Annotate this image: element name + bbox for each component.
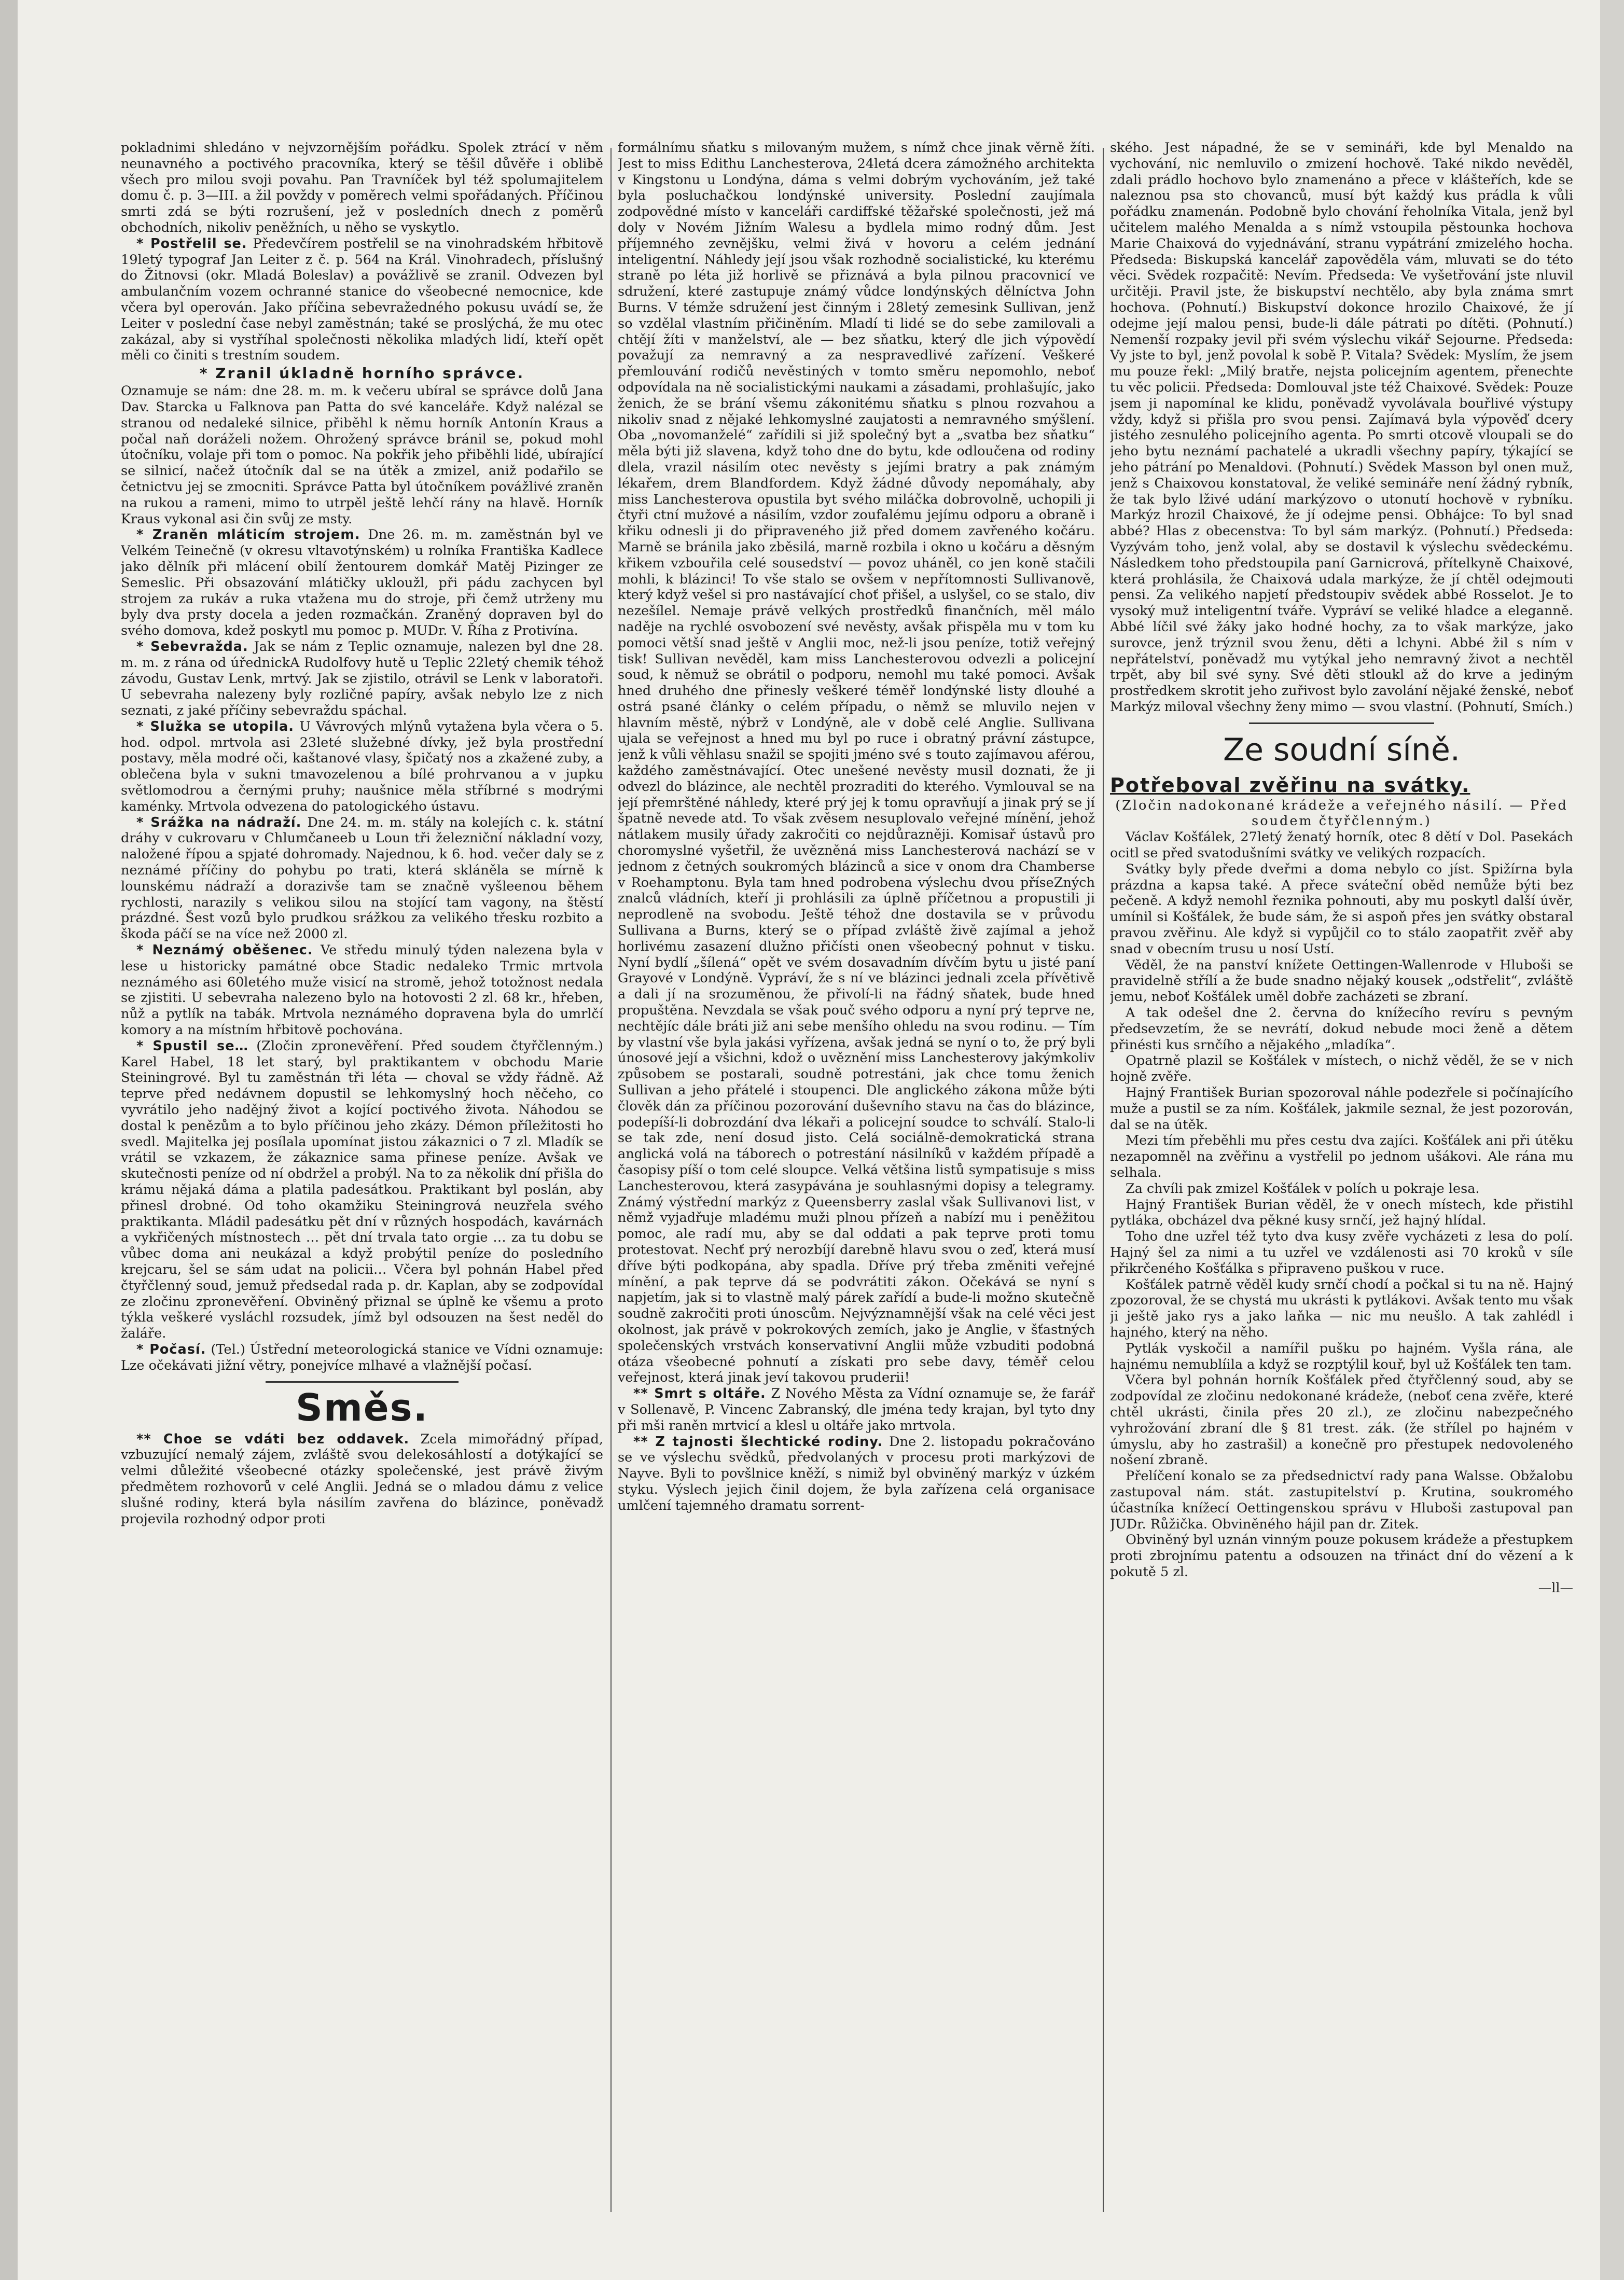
- article-paragraph: [1110, 1053, 1573, 1085]
- article-paragraph: [121, 1038, 603, 1342]
- article-paragraph: [1110, 1468, 1573, 1532]
- article-paragraph: [618, 140, 1095, 1386]
- article-text: U Vávrových mlýnů vytažena byla včera o 5. hod. odpol. mrtvola asi 23leté služebné dívky, jež byla prostřední postavy, měla modré oči, kaštanové vlasy, špičatý nos a zkažené zuby, a oblečena byla v sukni tmavozelenou a bílé prohrvanou a v jupku světlomodrou a černými pruhy; naušnice měla stříbrné s modrými kaménky. Mrtvola odvezena do patologického ústavu.: [121, 718, 603, 814]
- article-text: Věděl, že na panství knížete Oettingen-Wallenrode v Hluboši se pravidelně střílí a že bude snadno nějaký kousek „odstřelit“, zvláště jemu, neboť Košťálek uměl dobře zacházeti se zbraní.: [1110, 957, 1573, 1005]
- article-paragraph: [1110, 957, 1573, 1005]
- article-lead: * Spustil se…: [136, 1038, 249, 1054]
- article-text: Hajný František Burian věděl, že v onech místech, kde přistihl pytláka, obcházel dva pěkné kusy srnčí, jež hajný hlídal.: [1110, 1197, 1573, 1229]
- article-text: Dne 26. m. m. zaměstnán byl ve Velkém Teinečně (v okresu vltavotýnském) u rolníka Františka Kadlece jako dělník při mlácení obilí žentourem domkář Matěj Pizinger ze Semeslic. Při obsazování mlátičky ukloužl, při pádu zachycen byl strojem za rukáv a ruka vtažena mu do stroje, při čemž utrženy mu byly dva prsty docela a jeden rozmačkán. Zraněný dopraven byl do svého domova, kdež poskytl mu pomoc p. MUDr. V. Říha z Protivína.: [121, 527, 603, 639]
- article-text: Pytlák vyskočil a namířil pušku po hajném. Vyšla rána, ale hajnému nemublíila a když se rozptýlil kouř, byl už Košťálek ten tam.: [1110, 1340, 1573, 1372]
- article-text: Za chvíli pak zmizel Košťálek v polích u pokraje lesa.: [1126, 1180, 1480, 1197]
- article-paragraph: [1110, 1085, 1573, 1133]
- article-text: Dne 2. listopadu pokračováno se ve výslechu svědků, předvolaných v procesu proti markýzovi de Nayve. Byli to povšlnice kněží, s nimiž byl obviněný markýz v úzkém styku. Výslech jejich činil dojem, že byla zařízena celá organisace umlčení tajemného dramatu sorrent-: [618, 1434, 1095, 1513]
- article-paragraph: [618, 1434, 1095, 1514]
- article-lead: ** Choe se vdáti bez oddavek.: [136, 1431, 410, 1447]
- article-paragraph: [1110, 1197, 1573, 1229]
- article-paragraph: [121, 1342, 603, 1374]
- article-lead: * Zraněn mláticím strojem.: [136, 527, 360, 543]
- column-right: [1110, 140, 1573, 2241]
- section-title: Směs.: [296, 1385, 428, 1429]
- article-text: Hajný František Burian spozoroval náhle podezřele si počínajícího muže a pustil se za ním. Košťálek, jakmile seznal, že jest pozorován, dal se na útěk.: [1110, 1085, 1573, 1133]
- article-text: formálnímu sňatku s milovaným mužem, s nímž chce jinak věrně žíti. Jest to miss Edithu Lanchesterova, 24letá dcera zámožného architekta v Kingstonu u Londýna, dáma s velmi dobrým vychováním, jež také byla posluchačkou londýnské university. Poslední zaujímala zodpovědné místo v kanceláři cardiffské těžařské společnosti, jež má doly v Novém Jižním Walesu a bydlela mimo rodný dům. Jest příjemného zevnějšku, velmi živá v hovoru a celém jednání inteligentní. Náhledy její jsou však rozhodně socialistické, ku kterému straně po léta již horlivě se přiznává a byla pilnou pracovnicí ve sdružení, které zastupuje známý vůdce londýnských dělníctva John Burns. V témže sdružení jest činným i 28letý zemesink Sullivan, jenž so vzdělal vlastním přičiněním. Mladí ti lidé se do sebe zamilovali a chtějí žíti v manželství, ale — bez sňatku, který dle jich výpovědí považují za nemravný a za nespravedlivé zařízení. Veškeré přemlouvání rodičů nevěstiných v tomto směru nepomohlo, neboť odpovídala na ně socialistickými naukami a zásadami, prohlašujíc, jako ženich, že se brání všemu zákonitému sňatku s plnou rozvahou a nikoliv snad z nějaké lehkomyslné zaujatosti a nemravného smýšlení. Oba „novomanželé“ zařídili si již společný byt a „svatba bez sňatku“ měla býti již slavena, když toho dne do bytu, kde odloučena od rodiny dlela, vrazil násilím otec nevěsty s jejími bratry a pak známým lékařem, drem Blandfordem. Když žádné důvody nepomáhaly, aby miss Lanchesterova opustila byt svého miláčka dobrovolně, uchopili ji čtyři ctní mužové a násilím, vzdor zoufalému jejímu odporu a obraně i křiku odnesli ji do připraveného již před domem zavřeného kočáru. Marně se bránila jako zběsilá, marně rozbila i okno u kočáru a děsným křikem vzbouřila celé sousedství — povoz uháněl, co jen koně stačili mohli, k blázinci! To vše stalo se ovšem v nepřítomnosti Sullivanově, který když vešel si pro nastávající choť přišel, a uslyšel, co se stalo, div nezešílel. Nemaje právě velkých prostředků finančních, měl málo naděje na rychlé osvobození své nevěsty, avšak přispěla mu v tom ku pomoci větší snad ještě v Anglii moc, než-li jsou peníze, totiž veřejný tisk! Sullivan nevěděl, kam miss Lanchesterovou odvezli a policejní soud, k němuž se obrátil o podporu, nemohl mu také pomoci. Avšak hned druhého dne přinesly veškeré téměř londýnské listy dlouhé a ostrá psané články o celém případu, o němž se mluvilo nejen v hlavním městě, nýbrž v Londýně, ale v době celé Anglie. Sullivana ujala se veřejnost a hned mu byl po ruce i obratný právní zástupce, jenž k vůli věhlasu snažil se spojiti jméno své s touto zajímavou aférou, každého zaměstnávající. Otec unešené nevěsty musil doznati, že ji odvezl do blázince, ale nechtěl prozraditi do kterého. Vymlouval se na její přemrštěné náhledy, které prý jej k tomu opravňují a jinak prý se jí špatně nevede atd. To však zvěsem nesuplovalo veřejné mínění, jehož nátlakem musily úřady zakročiti co nejdůrazněji. Komisař ústavů pro choromyslné vyšetřil, že uvězněná miss Lanchesterová nachází se v jednom z četných soukromých blázinců a sice v onom dra Chamberse v Roehamptonu. Byla tam hned podrobena výslechu dvou příseZných znalců vládních, kteří ji prohlásili za úplně příčetnou a propustili ji neprodleně na svobodu. Ještě téhož dne dostavila se v průvodu Sullivana a Burns, který se o případ zvláště živě zajímal a jehož horlivému zasazení dlužno přičísti onen všeobecný pohnut v tisku. Nyní bydlí „šílená“ opět ve svém dosavadním dívčím bytu u jisté paní Grayové v Londýně. Vypráví, že s ní ve blázinci jednali zcela přívětivě a dali jí na srozuměnou, že přivolí-li na řádný sňatek, bude hned propuštěna. Nevzdala se však pouč svého odporu a nyní prý teprve ne, nechtějíc dále bráti již ani sebe menšího ohledu na svou rodinu. — Tím by vlastní vše byla jakási vyřízena, avšak jedná se nyní o to, že prý byli únosové její a všichni, kdož o uvěznění miss Lanchesterovy jakýmkoliv způsobem se postarali, soudně potrestáni, jak chce tomu ženich Sullivan a jeho přátelé i stoupenci. Dle anglického zákona může býti člověk dán za příčinou pozorování duševního stavu na čas do blázince, podepíší-li dobrozdání dva lékaři a policejní soudce to schválí. Stalo-li se tak zde, není dosud jisto. Celá sociálně-demokratická strana anglická volá na táborech o potrestání násilníků v každém případě a časopisy píší o tom celé sloupce. Velká většina listů sympatisuje s miss Lanchesterovou, která zasypávána je souhlasnými dopisy a telegramy. Známý výstřední markýz z Queensberry zaslal však Sullivanovi list, v němž vyjadřuje mladému muži plnou přízeň a nabízí mu i peněžitou pomoc, ale radí mu, aby se dal oddati a pak teprve proti tomu protestovat. Nechť prý nerozbíjí darebně hlavu svou o zeď, která musí dříve býti podkopána, aby spadla. Dříve prý třeba změniti veřejné mínění, a pak teprve dá se podvrátiti zákon. Očekává se nyní s napjetím, jak si to vlastně malý párek zařídí a bude-li možno skutečně soudně zakročiti proti únoscům. Nejvýznamnější však na celé věci jest okolnost, jak právě v pokrokových zemích, jako je Anglie, v šťastných společenských vrstvách konservativní Anglii může vzbuditi podobná otáza všeobecné pohnutí a získati pro sebe davy, téměř celou veřejnost, která jinak jeví takovou pruderii!: [618, 140, 1095, 1386]
- article-text: (Zločin zpronevěření. Před soudem čtyřčlenným.) Karel Habel, 18 let starý, byl praktikantem v obchodu Marie Steiningrové. Byl tu zaměstnán tři léta — choval se vždy řádně. Až teprve před nedávnem dopustil se lehkomyslný hoch něčeho, co vyvrátilo jeho nadějný život a kojící poctivého života. Náhodou se dostal k penězům a to bylo příčinou jeho zkázy. Démon příležitosti ho svedl. Majitelka jej posílala upomínat jistou zákaznici o 7 zl. Mladík se vrátil se vzkazem, že zákaznice sama přinese peníze. Avšak ve skutečnosti peníze od ní obdržel a probýl. Na to za několik dní přišla do krámu nějaká dáma a platila padesátkou. Praktikant byl poslán, aby přinesl drobné. Od toho okamžiku Steiningrová neuzřela svého praktikanta. Mládil padesátku pět dní v různých hospodách, kavárnách a vykřičených místnostech … pět dní trvala tato orgie … za tu dobu se vůbec doma ani neukázal a když probýtil peníze do posledního krejcaru, šel se sám udat na policii… Včera byl pohnán Habel před čtyřčlenný soud, jemuž předsedal rada p. dr. Kaplan, aby se zodpovídal ze zločinu zpronevěření. Obviněný přiznal se úplně ke všemu a proto týkla veškeré vysláchl rozsudek, jímž byl odsouzen na šest neděl do žaláře.: [121, 1038, 603, 1342]
- article-lead: ** Smrt s oltáře.: [633, 1386, 766, 1402]
- article-text: ského. Jest nápadné, že se v semináři, kde byl Menaldo na vychování, nic nemluvilo o zmizení hochově. Také nikdo nevěděl, zdali prádlo hochovo bylo znamenáno a přece v klášteřích, kde se naleznou psa sto chovanců, musí být každý kus prádla k vůli pořádku znamenán. Podobně bylo chování řeholníka Vitala, jenž byl učitelem malého Menalda a s nímž vstoupila pěstounka hochova Marie Chaixová do vyjednávání, stranu vypátrání zmizelého hocha. Předseda: Biskupská kancelář zapověděla vám, mluvati se do této věci. Svědek rozpačitě: Nevím. Předseda: Ve vyšetřování jste nluvil určitěji. Pravil jste, že biskupství nechtělo, aby byla známa smrt hochova. (Pohnutí.) Biskupství dokonce hrozilo Chaixové, že jí odejme její malou pensi, bude-li dále pátrati po dítěti. (Pohnutí.) Nemenší rozpaky jevil při svém výslechu vikář Sejourne. Předseda: Vy jste to byl, jenž povolal k sobě P. Vitala? Svědek: Myslím, že jsem mu pouze řekl: „Milý bratře, nejsta policejním agentem, přenechte tu věc policii. Předseda: Domlouval jste též Chaixové. Svědek: Pouze jsem ji napomínal ke klidu, poněvadž vyvolávala bouřlivé výstupy vždy, když si přišla pro svou pensi. Zajímavá byla výpověď dcery jistého zesnulého policejního agenta. Po smrti otcově vloupali se do jeho bytu neznámí pachatelé a ukradli všechny papíry, týkající se jeho pátrání po Menaldovi. (Pohnutí.) Svědek Masson byl onen muž, jenž s Chaixovou konstatoval, že veliké semináře není žádný rybník, že tak bylo lživé udání markýzovo o utonutí hochově v rybníku. Markýz hrozil Chaixové, že jí odejme pensi. Obhájce: To byl snad abbé? Hlas z obecenstva: To byl sám markýz. (Pohnutí.) Předseda: Vyzývám toho, jenž volal, aby se dostavil k výslechu svědeckému. Následkem toho předstoupila paní Garnicrová, přítelkyně Chaixové, která prohlásila, že Chaixová udala markýze, že jí chtěl odejmouti pensi. Za velikého napjetí předstoupiv svědek abbé Rosselot. Je to vysoký muž inteligentní tváře. Vypráví se veliké hladce a eleganně. Abbé líčil své žáky jako hodné hochy, za to však markýze, jako surovce, jenž trýznil svou ženu, děti a lchyni. Abbé žil s ním v nepřátelství, poněvadž mu vytýkal jeho nemravný život a nechtěl trpět, aby bil své syny. Své děti stloukl až do krve a jediným prostředkem skrotit jeho zuřivost bylo zavolání nějaké ženské, neboť Markýz miloval všechny ženy mimo — svou vlastní. (Pohnutí, Smích.): [1110, 140, 1573, 715]
- article-paragraph: [1110, 140, 1573, 715]
- article-paragraph: [1110, 861, 1573, 957]
- article-paragraph: [121, 236, 603, 364]
- article-text: Předevčírem postřelil se na vinohradském hřbitově 19letý typograf Jan Leiter z č. p. 564 na Král. Vinohradech, příslušný do Žitnovsi (okr. Mladá Boleslav) a povážlivě se zranil. Odvezen byl ambulančním vozem ochranné stanice do všeobecné nemocnice, kde včera byl operován. Jako příčina sebevražedného pokusu uvádí se, že Leiter v poslední čase nebyl zaměstnán; také se proslýchá, že mu otec zakázal, aby si vystříhal společnosti několika mladých lidí, kteří opět měli co činiti s trestním soudem.: [121, 235, 603, 364]
- article-text: Obviněný byl uznán vinným pouze pokusem krádeže a přestupkem proti zbrojnímu patentu a odsouzen na třináct dní do vězení a k pokutě 5 zl.: [1110, 1532, 1573, 1580]
- article-paragraph: [121, 639, 603, 719]
- article-paragraph: [121, 719, 603, 815]
- section-rule: [1249, 722, 1434, 724]
- article-lead: * Srážka na nádraží.: [136, 814, 302, 830]
- article-text: Z Nového Města za Vídní oznamuje se, že farář v Sollenavě, P. Vincenc Zabranský, dle jména tedy krajan, byl tyto dny při mši raněn mrtvicí a klesl u oltáře jako mrtvola.: [618, 1386, 1095, 1434]
- article-lead: * Sebevražda.: [136, 638, 248, 655]
- article-text: Košťálek patrně věděl kudy srnčí chodí a počkal si tu na ně. Hajný zpozoroval, že se chystá mu ukrásti k pytlákovi. Avšak tento mu však ji ještě jako rys a jako laňka — nic mu neušlo. A tak zahlédl i hajného, který na něho.: [1110, 1276, 1573, 1340]
- article-text: Přelíčení konalo se za předsednictví rady pana Walsse. Obžalobu zastupoval nám. stát. zastupitelství p. Krutina, soukromého účastníka knížecí Oettingenskou správu v Hluboši zastupoval pan JUDr. Růžička. Obviněného hájil pan dr. Zitek.: [1110, 1468, 1573, 1532]
- article-text: Dne 24. m. m. stály na kolejích c. k. státní dráhy v cukrovaru v Chlumčaneeb u Loun tři železniční nákladní vozy, naložené řípou a spjaté dohromady. Najednou, k 6. hod. večer daly se z neznámé příčiny do pohybu po trati, která skláněla se mírně k lounskému nádraží a dorazivše tam se značně vyšleenou během rychlosti, narazily s velikou silou na stojící tam vagony, na štěstí prázdné. Šest vozů bylo prudkou srážkou za velikého třesku rozbito a škoda páčí se na více než 2000 zl.: [121, 814, 603, 942]
- column-left: [121, 140, 603, 2241]
- article-paragraph: [121, 815, 603, 942]
- article-subheadline: (Zločin nadokonané krádeže a veřejného násilí. — Před soudem čtyřčlenným.): [1115, 797, 1568, 829]
- article-paragraph: [1110, 1532, 1573, 1580]
- article-paragraph: [1110, 1277, 1573, 1341]
- article-paragraph: [121, 527, 603, 639]
- article-text: (Tel.) Ústřední meteorologická stanice ve Vídni oznamuje: Lze očekávati jižní větry, ponejvíce mlhavé a vlažnější počasí.: [121, 1341, 603, 1373]
- article-paragraph: [1110, 1229, 1573, 1276]
- column-divider-2: [1103, 148, 1104, 2212]
- article-lead: * Neznámý oběšenec.: [136, 942, 313, 958]
- article-lead: ** Z tajnosti šlechtické rodiny.: [633, 1434, 883, 1450]
- article-paragraph: [1110, 1341, 1573, 1373]
- article-text: Václav Košťálek, 27letý ženatý horník, otec 8 dětí v Dol. Pasekách ocitl se před svatodušními svátky ve velikých rozpacích.: [1110, 829, 1573, 861]
- article-signature: —ll—: [1538, 1580, 1573, 1596]
- article-lead: * Počasí.: [136, 1341, 206, 1357]
- article-text: Jak se nám z Teplic oznamuje, nalezen byl dne 28. m. m. z rána od úřednickA Rudolfovy hutě u Teplic 22letý chemik téhož závodu, Gustav Lenk, mrtvý. Jak se zjistilo, otrávil se Lenk v laboratoři. U sebevraha nalezeny byly rozličné papíry, avšak nebylo lze z nich seznati, z jaké příčiny sebevraždu spáchal.: [121, 638, 603, 719]
- column-middle: [618, 140, 1095, 2241]
- page-edge-right: [1600, 0, 1624, 2280]
- article-paragraph: [1110, 1181, 1573, 1197]
- article-paragraph: [121, 383, 603, 527]
- article-text: Mezi tím přeběhli mu přes cestu dva zajíci. Košťálek ani při útěku nezapomněl na zvěřinu a vystřelil po jednom ušákovi. Ale rána mu selhala.: [1110, 1133, 1573, 1181]
- section-rule: [266, 1381, 459, 1383]
- article-paragraph: [121, 942, 603, 1038]
- article-text: Oznamuje se nám: dne 28. m. m. k večeru ubíral se správce dolů Jana Dav. Starcka u Falknova pan Patta do své kanceláře. Když nalézal se stranou od nedaleké silnice, přiběhl k němu horník Antonín Kraus a počal naň doráželi nožem. Ohrožený správce bránil se, pokud mohl útočníku, volaje při tom o pomoc. Na pokřik jeho přiběhli lidé, ubírající se silnicí, načež útočník dal se na útěk a zmizel, aniž podařilo se četnictvu jej se zmocniti. Správce Patta byl útočníkem povážlivé zraněn na rukou a rameni, mimo to utrpěl ještě lehčí rány na hlavě. Horník Kraus vykonal asi čin svůj ze msty.: [121, 383, 603, 527]
- article-paragraph: [1110, 1133, 1573, 1180]
- newspaper-page: [31, 31, 1587, 2261]
- article-paragraph: [1110, 1372, 1573, 1468]
- article-paragraph: [1110, 829, 1573, 861]
- section-title: Ze soudní síně.: [1223, 731, 1460, 768]
- article-text: Opatrně plazil se Košťálek v místech, o nichž věděl, že se v nich hojně zvěře.: [1110, 1053, 1573, 1085]
- article-text: Zcela mimořádný případ, vzbuzující nemalý zájem, zvláště svou delekosáhlostí a dotýkající se velmi důležité všeobecné otázky společenské, jest právě živým předmětem rozhovorů v celé Anglii. Jedná se o mladou dámu z velice slušné rodiny, která byla násilím zavřena do blázince, poněvadž projevila rozhodný odpor proti: [121, 1431, 603, 1527]
- page-edge-left: [0, 0, 18, 2280]
- article-text: Ve středu minulý týden nalezena byla v lese u historicky památné obce Stadic nedaleko Trmic mrtvola neznámého asi 60letého muže visicí na stromě, jehož totožnost nedala se zjistiti. U sebevraha nalezeno bylo na hotovosti 2 zl. 68 kr., hřeben, nůž a pytlík na tabák. Mrtvola neznámého dopravena byla do umrlčí komory a na místním hřbitově pochována.: [121, 942, 603, 1038]
- article-paragraph: [1110, 1005, 1573, 1053]
- article-paragraph: [618, 1386, 1095, 1434]
- article-headline: Potřeboval zvěřinu na svátky.: [1110, 773, 1470, 797]
- article-lead: * Služka se utopila.: [136, 718, 294, 734]
- article-paragraph: [121, 1431, 603, 1527]
- article-text: Toho dne uzřel též tyto dva kusy zvěře vycházeti z lesa do polí. Hajný šel za nimi a tu uzřel ve vzdálenosti asi 70 kroků v síle přikrčeného Košťálka s připraveno puškou v ruce.: [1110, 1229, 1573, 1276]
- article-text: pokladnimi shledáno v nejvzornějším pořádku. Spolek ztrácí v něm neunavného a poctivého pracovníka, který se těšil důvěře i oblibě všech pro milou svoji povahu. Pan Travníček byl též spolumajitelem domu č. p. 3—III. a žil povždy v poměrech velmi spořádaných. Příčinou smrti zdá se býti rozrušení, jež v posledních dnech z poměrů obchodních, nikoliv peněžních, u něho se vyskytlo.: [121, 140, 603, 235]
- article-headline: * Zranil úkladně horního správce.: [199, 365, 525, 382]
- article-paragraph: [121, 140, 603, 236]
- article-lead: * Postřelil se.: [136, 235, 247, 252]
- column-divider-1: [610, 148, 612, 2212]
- article-text: A tak odešel dne 2. června do knížecího revíru s pevným předsevzetím, že se nevrátí, dokud nebude moci ženě a dětem přinésti kus srnčího a nějakého „mladíka“.: [1110, 1005, 1573, 1053]
- article-text: Včera byl pohnán horník Košťálek před čtyřčlenný soud, aby se zodpovídal ze zločinu nedokonané krádeže, (neboť cena zvěře, které chtěl ukrásti, činila přes 20 zl.), ze zločinu nabezpečného vyhrožování zbraní dle § 81 trest. zák. (že střílel po hajném v úmyslu, aby ho zastrašil) a konečně pro přestupek nedovoleného nošení zbraně.: [1110, 1372, 1573, 1468]
- article-text: Svátky byly přede dveřmi a doma nebylo co jíst. Spižírna byla prázdna a kapsa také. A přece sváteční oběd nemůže býti bez pečeně. A když nemohl řeznika pohnouti, aby mu poskytl další úvěr, umínil si Košťálek, že bude sám, že si aspoň přes jen svátky obstaral pravou zvěřinu. Ale když si vypůjčil co to stálo zaopatřit zvěř aby snad v obecním trusu u nosí Ustí.: [1110, 861, 1573, 957]
